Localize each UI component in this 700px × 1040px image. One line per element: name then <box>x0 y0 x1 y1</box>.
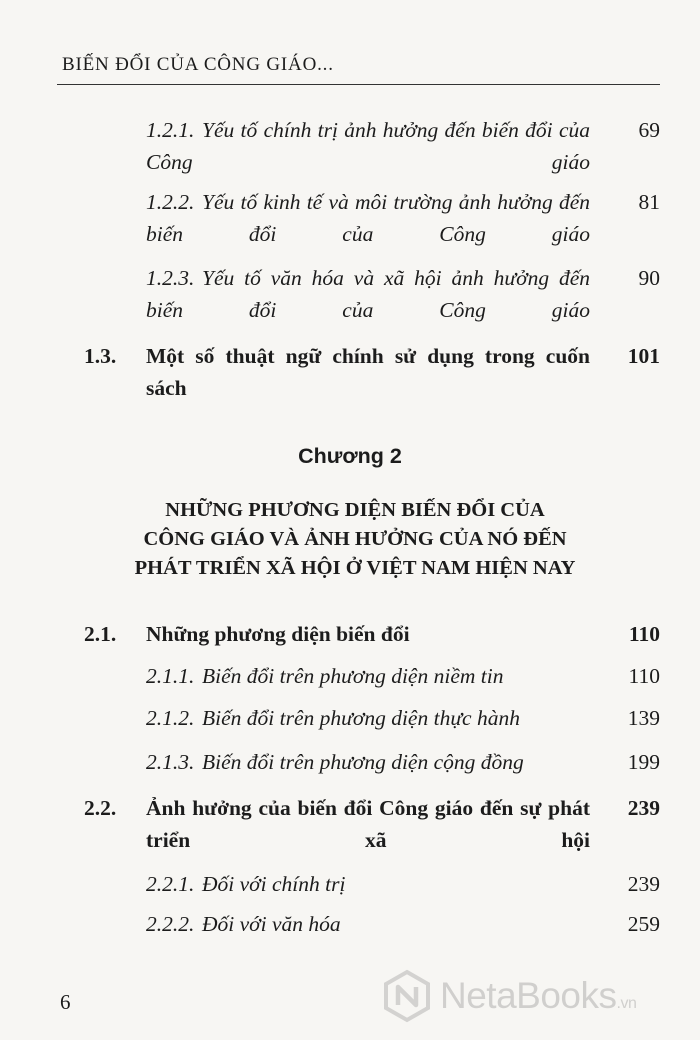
toc-entry-page: 110 <box>628 664 660 688</box>
chapter-title-line: CÔNG GIÁO VÀ ẢNH HƯỞNG CỦA NÓ ĐẾN <box>143 528 567 550</box>
toc-entry-title: Những phương diện biến đổi <box>146 622 410 646</box>
page-number: 6 <box>60 990 71 1014</box>
toc-entry-2-2-2 <box>146 908 660 940</box>
header-rule <box>57 84 660 85</box>
toc-entry-page: 239 <box>627 796 660 820</box>
toc-entry-number: 2.2.1. <box>146 872 195 896</box>
toc-entry-number: 1.3. <box>84 344 117 368</box>
toc-entry-number: 1.2.2. <box>146 190 195 214</box>
toc-entry-number: 2.2.2. <box>146 912 195 936</box>
toc-entry-title: Biến đổi trên phương diện niềm tin <box>202 664 504 688</box>
toc-entry-title: Yếu tố kinh tế và môi trường ảnh hưởng đến biến đổi của Công giáo <box>146 190 590 246</box>
toc-entry-1-3 <box>84 340 660 404</box>
chapter-label: Chương 2 <box>298 444 402 468</box>
toc-entry-2-1-3 <box>146 746 660 778</box>
toc-entry-page: 69 <box>638 118 660 142</box>
toc-entry-page: 90 <box>638 266 660 290</box>
chapter-title-line: NHỮNG PHƯƠNG DIỆN BIẾN ĐỔI CỦA <box>165 499 545 521</box>
toc-entry-number: 2.2. <box>84 796 117 820</box>
toc-entry-number: 2.1.1. <box>146 664 195 688</box>
toc-entry-title: Yếu tố văn hóa và xã hội ảnh hưởng đến biến đổi của Công giáo <box>146 266 590 322</box>
toc-entry-1-2-3 <box>146 262 660 326</box>
toc-entry-page: 139 <box>627 706 660 730</box>
chapter-title-line: PHÁT TRIỂN XÃ HỘI Ở VIỆT NAM HIỆN NAY <box>134 557 576 579</box>
toc-entry-1-2-1 <box>146 114 660 178</box>
toc-entry-title: Đối với chính trị <box>202 872 346 896</box>
netabooks-logo-icon <box>380 969 434 1023</box>
toc-entry-title: Ảnh hưởng của biến đổi Công giáo đến sự phát triển xã hội <box>146 796 590 852</box>
toc-entry-title: Biến đổi trên phương diện thực hành <box>202 706 520 730</box>
chapter-title <box>118 496 592 583</box>
toc-entry-1-2-2 <box>146 186 660 250</box>
toc-entry-number: 2.1.2. <box>146 706 195 730</box>
watermark-text <box>440 975 636 1017</box>
toc-entry-2-1-1 <box>146 660 660 692</box>
watermark-suffix: .vn <box>616 995 637 1012</box>
toc-entry-page: 239 <box>627 872 660 896</box>
toc-entry-2-2 <box>84 792 660 856</box>
toc-entry-page: 81 <box>638 190 660 214</box>
toc-entry-number: 1.2.1. <box>146 118 195 142</box>
toc-entry-title: Yếu tố chính trị ảnh hưởng đến biến đổi của Công giáo <box>146 118 590 174</box>
toc-entry-number: 1.2.3. <box>146 266 195 290</box>
toc-entry-2-1 <box>84 618 660 650</box>
toc-entry-number: 2.1. <box>84 622 117 646</box>
toc-entry-page: 101 <box>627 344 660 368</box>
toc-entry-page: 199 <box>627 750 660 774</box>
toc-entry-2-2-1 <box>146 868 660 900</box>
toc-entry-title: Biến đổi trên phương diện cộng đồng <box>202 750 524 774</box>
toc-entry-page: 110 <box>628 622 660 646</box>
running-header: BIẾN ĐỔI CỦA CÔNG GIÁO... <box>62 54 334 75</box>
toc-entry-title: Đối với văn hóa <box>202 912 341 936</box>
toc-entry-number: 2.1.3. <box>146 750 195 774</box>
watermark <box>380 966 636 1026</box>
toc-entry-title: Một số thuật ngữ chính sử dụng trong cuốn sách <box>146 344 590 400</box>
toc-entry-page: 259 <box>627 912 660 936</box>
watermark-brand: NetaBooks <box>440 975 617 1016</box>
toc-entry-2-1-2 <box>146 702 660 734</box>
